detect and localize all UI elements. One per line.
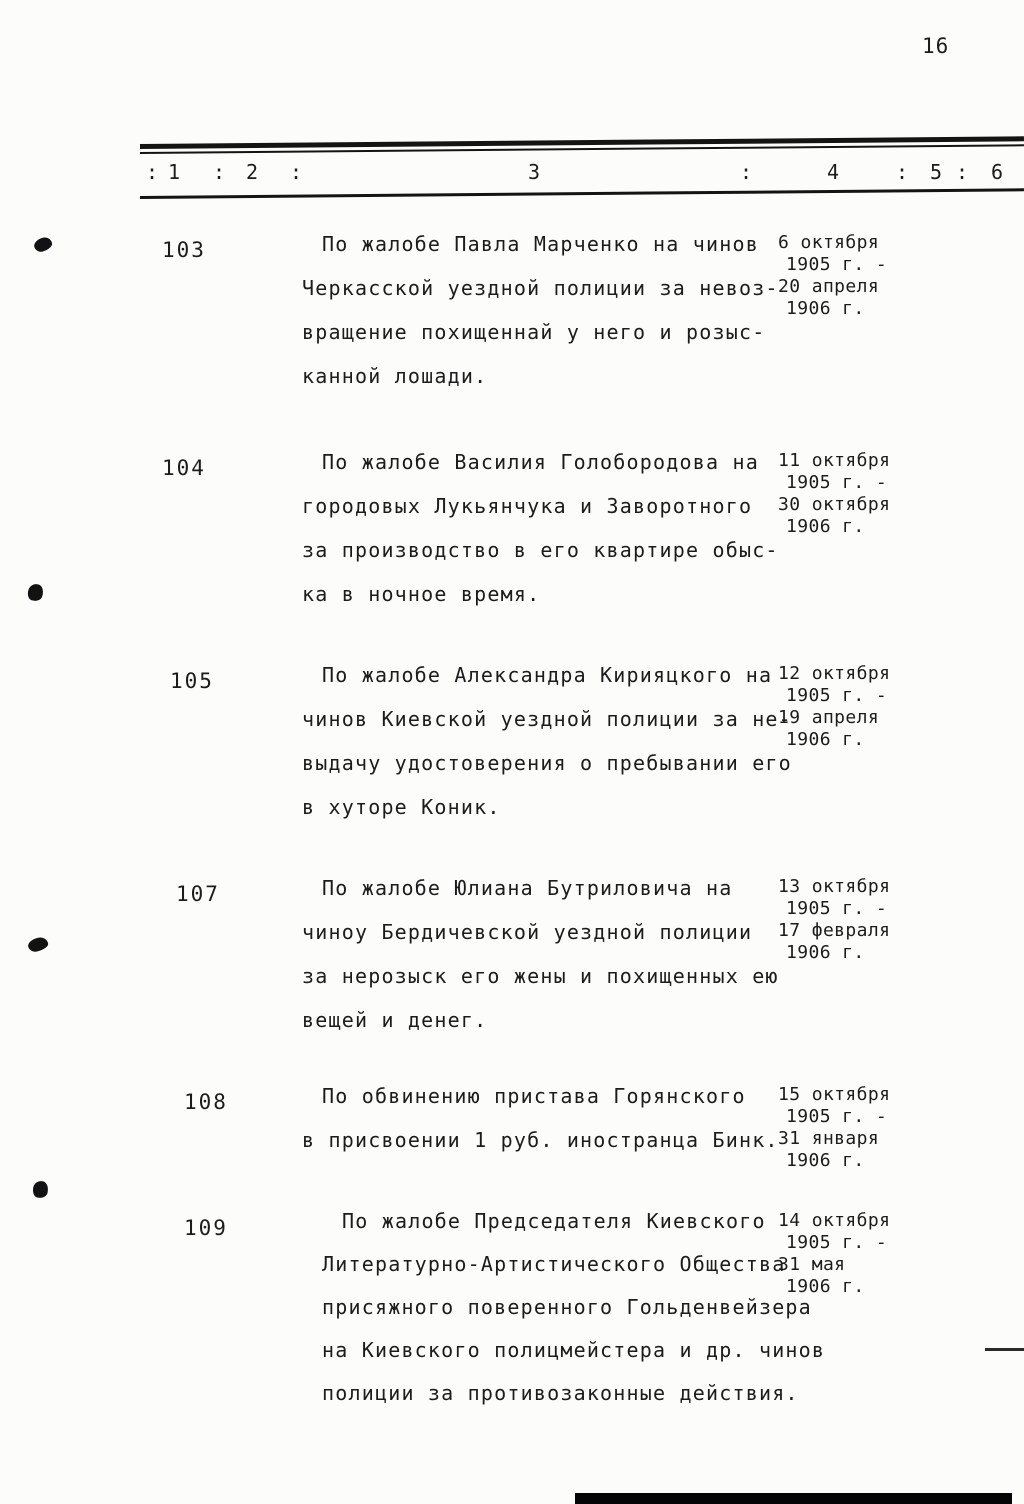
description-line: городовых Лукьянчука и Заворотного xyxy=(302,494,753,518)
margin-mark-line xyxy=(985,1348,1024,1351)
date-line: 12 октября xyxy=(778,663,891,684)
date-line: 15 октября xyxy=(778,1084,891,1105)
description-line: Черкасской уездной полиции за невоз- xyxy=(302,276,779,300)
date-line: 1906 г. xyxy=(786,729,865,750)
table-row xyxy=(0,222,1024,442)
description-line: вещей и денег. xyxy=(302,1008,488,1032)
date-line: 17 февраля xyxy=(778,920,891,941)
scan-edge-bar xyxy=(575,1493,1012,1504)
column-header-1: 1 xyxy=(168,160,182,184)
description-line: выдачу удостоверения о пребывании его xyxy=(302,751,792,775)
entry-dates xyxy=(778,1210,890,1298)
description-line: чиноу Бердичевской уездной полиции xyxy=(302,920,753,944)
entry-description xyxy=(302,222,779,398)
date-line: 1906 г. xyxy=(786,1150,865,1171)
date-line: 6 октября xyxy=(778,232,880,253)
description-line: за производство в его квартире обыс- xyxy=(302,538,779,562)
description-line: канной лошади. xyxy=(302,364,488,388)
date-line: 1906 г. xyxy=(786,516,865,537)
column-separator: : xyxy=(740,160,754,184)
date-line: 1905 г. - xyxy=(786,254,888,275)
entry-description xyxy=(302,866,779,1042)
column-separator: : xyxy=(146,160,160,184)
date-line: 31 января xyxy=(778,1128,880,1149)
description-line: вращение похищеннай у него и розыс- xyxy=(302,320,766,344)
page-number: 16 xyxy=(922,34,950,58)
description-line: присяжного поверенного Гольденвейзера xyxy=(322,1295,812,1319)
description-line: чинов Киевской уездной полиции за не- xyxy=(302,707,792,731)
table-row xyxy=(0,653,1024,873)
description-line: на Киевского полицмейстера и др. чинов xyxy=(322,1338,826,1362)
description-line: По жалобе Александра Кирияцкого на xyxy=(322,663,773,687)
entry-dates xyxy=(778,232,887,320)
date-line: 1905 г. - xyxy=(786,685,888,706)
entry-description xyxy=(322,1200,825,1415)
entry-number: 105 xyxy=(170,669,214,693)
description-line: в хуторе Коник. xyxy=(302,795,501,819)
date-line: 31 мая xyxy=(778,1254,846,1275)
column-separator: : xyxy=(956,160,970,184)
entry-description xyxy=(302,653,792,829)
entry-dates xyxy=(778,450,890,538)
date-line: 1905 г. - xyxy=(786,472,888,493)
description-line: По жалобе Павла Марченко на чинов xyxy=(322,232,759,256)
description-line: ка в ночное время. xyxy=(302,582,541,606)
description-line: за нерозыск его жены и похищенных ею xyxy=(302,964,779,988)
entry-number: 108 xyxy=(184,1090,228,1114)
column-separator: : xyxy=(896,160,910,184)
date-line: 1905 г. - xyxy=(786,1232,888,1253)
date-line: 11 октября xyxy=(778,450,891,471)
date-line: 19 апреля xyxy=(778,707,880,728)
entry-description xyxy=(302,440,779,616)
date-line: 14 октября xyxy=(778,1210,891,1231)
entry-number: 103 xyxy=(162,238,206,262)
column-header-6: 6 xyxy=(991,160,1005,184)
entry-number: 107 xyxy=(176,882,220,906)
description-line: По жалобе Юлиана Бутриловича на xyxy=(322,876,733,900)
column-separator: : xyxy=(213,160,227,184)
date-line: 1905 г. - xyxy=(786,898,888,919)
description-line: полиции за противозаконные действия. xyxy=(322,1381,799,1405)
column-header-2: 2 xyxy=(246,160,260,184)
description-line: в присвоении 1 руб. иностранца Бинк. xyxy=(302,1128,779,1152)
description-line: По жалобе Василия Голобородова на xyxy=(322,450,759,474)
date-line: 13 октября xyxy=(778,876,891,897)
entry-dates xyxy=(778,663,890,751)
column-header-4: 4 xyxy=(827,160,841,184)
table-row xyxy=(0,440,1024,660)
date-line: 1905 г. - xyxy=(786,1106,888,1127)
entry-number: 109 xyxy=(184,1216,228,1240)
date-line: 1906 г. xyxy=(786,298,865,319)
column-separator: : xyxy=(290,160,304,184)
description-line: По обвинению пристава Горянского xyxy=(322,1084,746,1108)
table-row xyxy=(0,1200,1024,1420)
column-header-5: 5 xyxy=(930,160,944,184)
table-row xyxy=(0,866,1024,1086)
description-line: По жалобе Председателя Киевского xyxy=(342,1209,766,1233)
entry-number: 104 xyxy=(162,456,206,480)
date-line: 1906 г. xyxy=(786,1276,865,1297)
entry-dates xyxy=(778,876,890,964)
date-line: 1906 г. xyxy=(786,942,865,963)
column-header-3: 3 xyxy=(528,160,542,184)
description-line: Литературно-Артистического Общества xyxy=(322,1252,786,1276)
date-line: 30 октября xyxy=(778,494,891,515)
entry-description xyxy=(302,1074,779,1162)
date-line: 20 апреля xyxy=(778,276,880,297)
entry-dates xyxy=(778,1084,890,1172)
